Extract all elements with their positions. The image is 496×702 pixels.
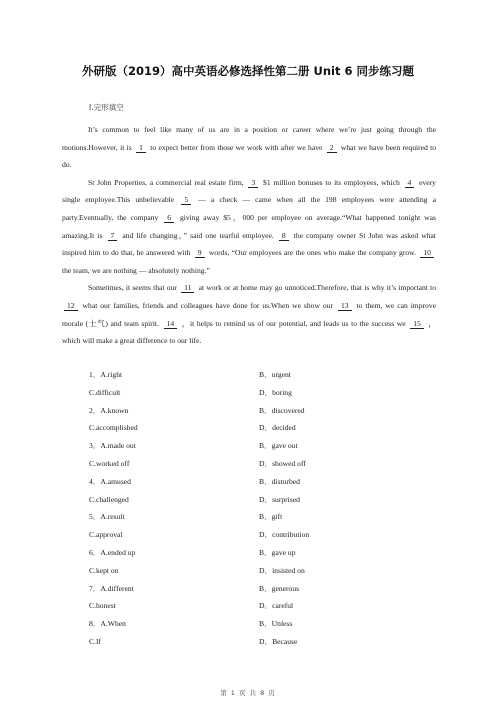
option-row xyxy=(89,455,419,473)
blank-14: 14 xyxy=(164,319,178,329)
option-right: B．discovered xyxy=(259,405,305,415)
option-left: C.difficult xyxy=(89,387,121,397)
page-footer: 第 1 页 共 8 页 xyxy=(220,689,276,697)
passage-text: at work or at home may go unnoticed.Therefore, that is why it’s important to xyxy=(198,283,436,293)
option-left: 3．A.made out xyxy=(89,441,136,451)
option-row xyxy=(89,562,419,580)
paragraph-1 xyxy=(62,121,436,174)
option-left: 7．A.different xyxy=(89,583,134,593)
blank-12: 12 xyxy=(64,301,78,311)
option-right: B．generous xyxy=(259,583,300,593)
section-heading: Ⅰ.完形填空 xyxy=(89,103,124,112)
option-row xyxy=(89,402,419,420)
blank-15: 15 xyxy=(410,319,424,329)
option-left: C.challenged xyxy=(89,494,129,504)
option-right: B．gave out xyxy=(259,441,298,451)
option-row xyxy=(89,580,419,598)
blank-10: 10 xyxy=(420,248,434,258)
blank-8: 8 xyxy=(279,231,289,241)
passage-text: Sometimes, it seems that our xyxy=(88,283,177,293)
passage-text: St John Properties, a commercial real estate firm, xyxy=(88,177,244,187)
blank-7: 7 xyxy=(108,231,118,241)
option-right: B．Unless xyxy=(259,619,293,629)
passage-text: giving away $5，000 per employee on average.“What happened tonight was amazing.It is xyxy=(62,212,436,240)
option-row xyxy=(89,491,419,509)
option-left: C.honest xyxy=(89,601,116,611)
document-title: 外研版（2019）高中英语必修选择性第二册 Unit 6 同步练习题 xyxy=(82,64,414,78)
blank-13: 13 xyxy=(338,301,352,311)
option-right: D．careful xyxy=(259,601,294,611)
option-right: B．gift xyxy=(259,512,283,522)
blank-11: 11 xyxy=(181,283,194,293)
option-row xyxy=(89,597,419,615)
paragraph-2 xyxy=(62,174,436,280)
passage-text: and life changing，” said one tearful employee. xyxy=(122,230,274,240)
option-right: D．contribution xyxy=(259,530,310,540)
option-left: C.approval xyxy=(89,530,123,540)
passage-text: every single employee.This unbelievable xyxy=(62,177,436,205)
option-row xyxy=(89,437,419,455)
option-right: D．insisted on xyxy=(259,565,305,575)
option-left: C.worked off xyxy=(89,458,130,468)
option-left: 2．A.known xyxy=(89,405,129,415)
blank-2: 2 xyxy=(327,143,337,153)
option-left: 6．A.ended up xyxy=(89,547,136,557)
blank-6: 6 xyxy=(164,213,174,223)
passage-text: ，which will make a great difference to our life. xyxy=(62,318,437,346)
answer-options xyxy=(89,366,419,651)
passage-text: ，it helps to remind us of our potential, and leads us to the success we xyxy=(181,318,406,328)
option-left: C.kept on xyxy=(89,565,119,575)
passage-text: — a check — came when all the 198 employees were attending a party.Eventually, the company xyxy=(62,195,436,222)
option-left: C.If xyxy=(89,636,102,646)
passage-text: what our families, friends and colleagues have done for us.When we show our xyxy=(82,300,334,310)
option-row xyxy=(89,508,419,526)
option-right: B．disturbed xyxy=(259,476,300,486)
option-left: 1．A.right xyxy=(89,370,123,379)
option-right: D．Because xyxy=(259,636,298,646)
passage-text: words, “Our employees are the ones who make the company grow. xyxy=(208,248,417,258)
option-right: D．boring xyxy=(259,387,292,397)
paragraph-3 xyxy=(62,279,436,349)
blank-3: 3 xyxy=(248,178,258,188)
blank-9: 9 xyxy=(195,248,205,258)
blank-1: 1 xyxy=(136,143,146,153)
option-left: 5．A.result xyxy=(89,512,125,522)
passage-text: the company owner St John was asked what inspired him to do that, he answered with xyxy=(62,230,437,258)
option-left: 4．A.amused xyxy=(89,476,131,486)
passage-text: what we have been required to do. xyxy=(62,142,437,170)
option-right: D．surprised xyxy=(259,494,300,504)
option-right: B．urgent xyxy=(259,370,291,379)
option-row xyxy=(89,633,419,651)
blank-5: 5 xyxy=(181,195,191,205)
option-right: D．decided xyxy=(259,423,296,433)
passage-text: the team, we are nothing — absolutely nothing.” xyxy=(62,265,210,275)
option-row xyxy=(89,384,419,402)
option-row xyxy=(89,366,419,384)
passage-text: $1 million bonuses to its employees, which xyxy=(263,177,400,187)
option-row xyxy=(89,615,419,633)
option-left: 8．A.When xyxy=(89,619,126,629)
blank-4: 4 xyxy=(405,178,415,188)
passage-text: It’s common to feel like many of us are in a position or career where we’re just going through the motions.However, it is xyxy=(62,125,436,152)
option-left: C.accomplished xyxy=(89,423,138,433)
option-row xyxy=(89,473,419,491)
passage-text: to them, we can improve morale (士气) and team spirit. xyxy=(62,300,436,328)
option-row xyxy=(89,526,419,544)
option-right: B．gave up xyxy=(259,547,296,557)
option-row xyxy=(89,419,419,437)
cloze-passage xyxy=(62,121,436,350)
option-right: D．showed off xyxy=(259,458,306,468)
option-row xyxy=(89,544,419,562)
passage-text: to expect better from those we work with after we have xyxy=(150,142,323,152)
